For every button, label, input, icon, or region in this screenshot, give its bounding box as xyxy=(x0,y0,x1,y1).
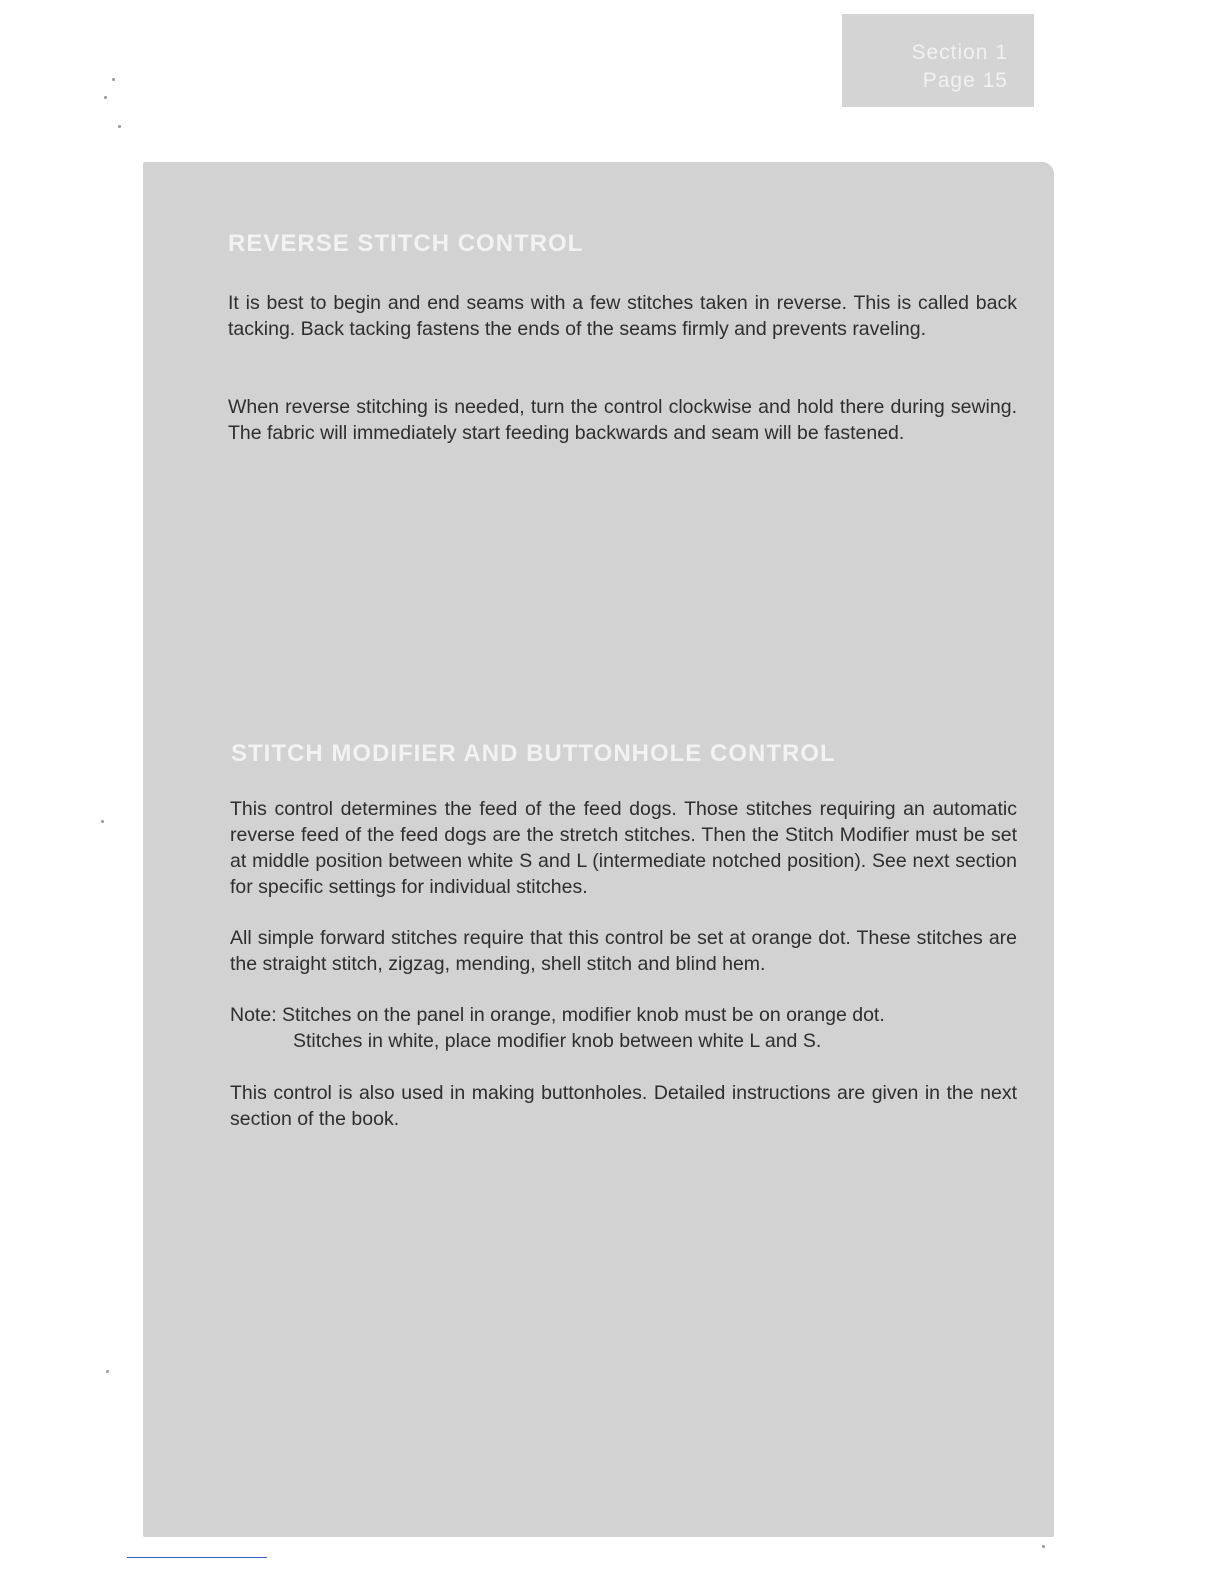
reverse-stitch-paragraph-1: It is best to begin and end seams with a few stitches taken in reverse. This is called back tacking. Back tacking fastens the ends of the seams firmly and prevents raveling. xyxy=(228,292,1017,340)
page-label: Page 15 xyxy=(922,69,1008,92)
stitch-modifier-paragraph-2: All simple forward stitches require that this control be set at orange dot. These stitches are the straight stitch, zigzag, mending, shell stitch and blind hem. xyxy=(230,927,1017,975)
section-label: Section 1 xyxy=(911,41,1008,64)
scan-speck xyxy=(106,1370,109,1373)
section-page-tab xyxy=(842,14,1034,107)
reverse-stitch-paragraph-2: When reverse stitching is needed, turn the control clockwise and hold there during sewing. The fabric will immediately start feeding backwards and seam will be fastened. xyxy=(228,396,1017,444)
scan-speck xyxy=(1042,1545,1045,1548)
stitch-modifier-paragraph-1: This control determines the feed of the feed dogs. Those stitches requiring an automatic reverse feed of the feed dogs are the stretch stitches. Then the Stitch Modifier must be set at middle position between white S and L (intermediate notched position). See next section for specific settings for individual stitches. xyxy=(230,798,1017,898)
content-panel xyxy=(143,162,1054,1537)
scan-speck xyxy=(104,96,107,99)
page-edge-rule xyxy=(127,1557,267,1558)
scan-speck xyxy=(112,78,115,81)
stitch-modifier-note xyxy=(230,1002,1017,1054)
stitch-modifier-heading: STITCH MODIFIER AND BUTTONHOLE CONTROL xyxy=(231,740,836,767)
reverse-stitch-heading: REVERSE STITCH CONTROL xyxy=(228,230,584,257)
scan-speck xyxy=(101,820,104,823)
note-line-1: Note: Stitches on the panel in orange, modifier knob must be on orange dot. xyxy=(230,1004,885,1026)
scan-speck xyxy=(118,125,121,128)
buttonhole-paragraph: This control is also used in making buttonholes. Detailed instructions are given in the next section of the book. xyxy=(230,1082,1017,1130)
note-line-2: Stitches in white, place modifier knob between white L and S. xyxy=(293,1030,822,1052)
